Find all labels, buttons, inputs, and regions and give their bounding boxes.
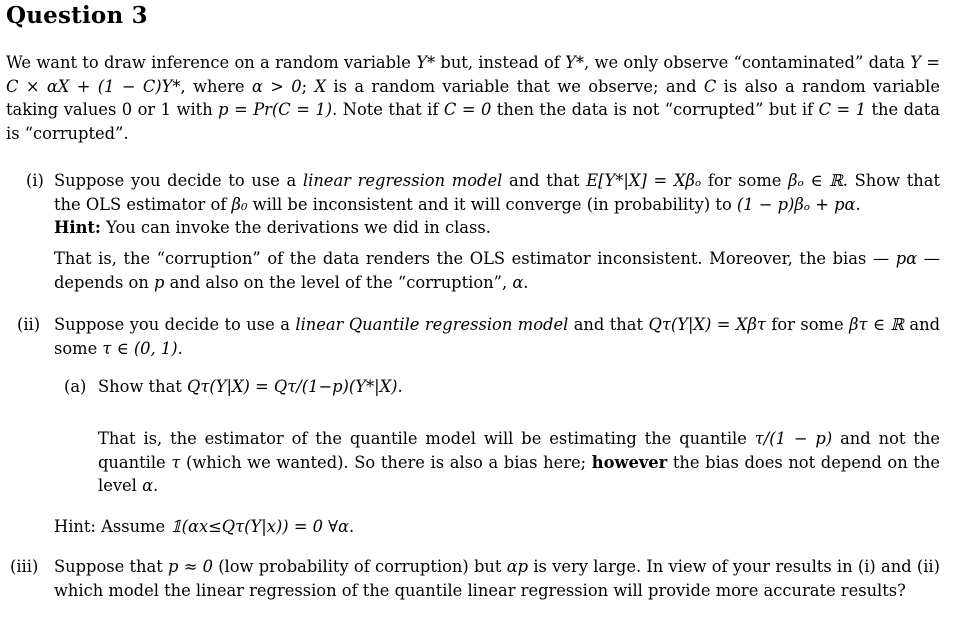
intro-paragraph: We want to draw inference on a random variable Y* but, instead of Y*, we only observe “contaminated” data Y = C × αX + (1 − C)Y*, where α > 0; X is a random variable that we observe; and C is also a random variable taking values 0 or 1 with p = Pr(C = 1). Note that if C = 0 then the data is not “corrupted” but if C = 1 the data is “corrupted”. — [6, 53, 940, 143]
part-ii-a-question: Show that Qτ(Y|X) = Qτ/(1−p)(Y*|X). — [98, 377, 403, 396]
part-ii-a-label: (a) — [64, 377, 87, 396]
page-title: Question 3 — [6, 2, 148, 29]
part-iii-label: (iii) — [10, 557, 39, 576]
part-ii-hint: Hint: Assume 𝟙(αx≤Qτ(Y|x)) = 0 ∀α. — [54, 517, 355, 536]
part-i-label: (i) — [26, 171, 44, 190]
hint-label: Hint: — [54, 218, 101, 238]
part-iii-question: Suppose that p ≈ 0 (low probability of corruption) but αp is very large. In view of your results in (i) and (ii) which model the linear regression of the quantile linear regression will provide more accurate results? — [54, 557, 940, 600]
part-ii-a-explanation: That is, the estimator of the quantile model will be estimating the quantile τ/(1 − p) and not the quantile τ (which we wanted). So there is also a bias here; however the bias does not depend on the level α. — [98, 429, 941, 496]
part-ii-label: (ii) — [17, 315, 41, 334]
math-y-equation: Y = C × αX + (1 − C)Y* — [6, 53, 940, 96]
math-ystar: Y* — [416, 53, 436, 72]
part-i-explanation: That is, the “corruption” of the data renders the OLS estimator inconsistent. Moreover, the bias — pα — depends on p and also on the level of the “corruption”, α. — [54, 249, 940, 292]
part-i-question: Suppose you decide to use a linear regression model and that E[Y*|X] = Xβₒ for some βₒ ∈ ℝ. Show that the OLS estimator of β₀ will be inconsistent and it will converge (in probability) to (1 − p)βₒ + pα. Hint: You can invoke the derivations we did in class. — [54, 171, 940, 238]
part-ii-question: Suppose you decide to use a linear Quantile regression model and that Qτ(Y|X) = Xβτ for some βτ ∈ ℝ and some τ ∈ (0, 1). — [54, 315, 940, 358]
